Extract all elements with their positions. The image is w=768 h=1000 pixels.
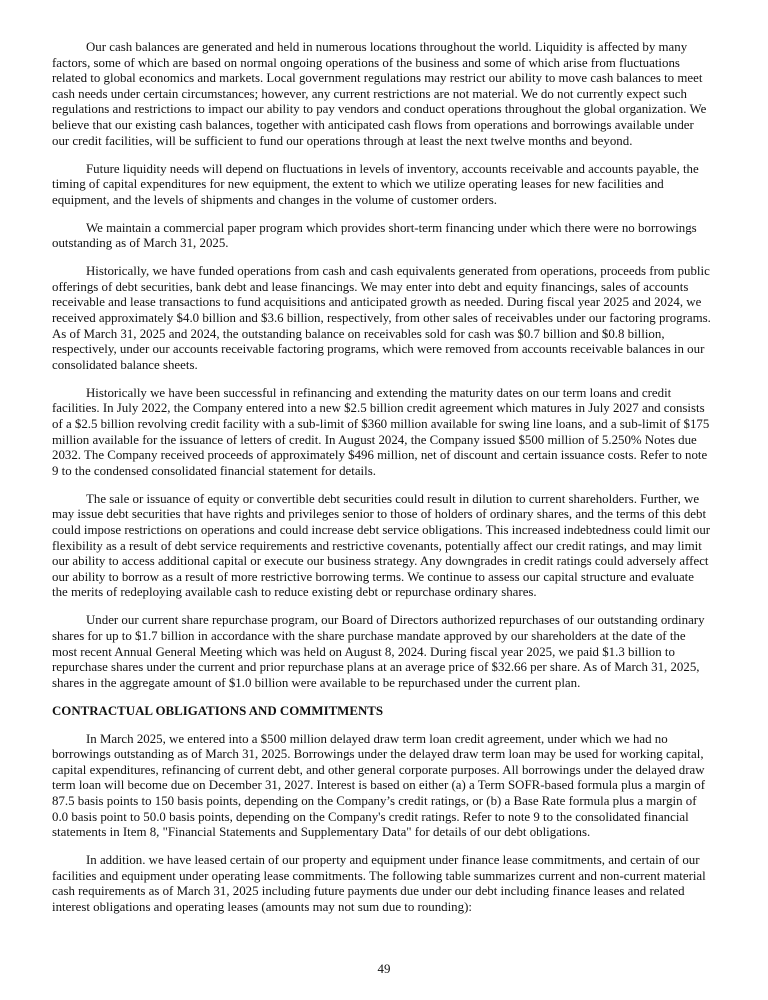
text-line: facilities and equipment under operating lease commitments. The following table summarizes current and non-current material — [52, 868, 706, 883]
text-line: could impose restrictions on operations and could increase debt service obligations. This increased indebtedness could limit our — [52, 522, 711, 537]
page-number: 49 — [377, 962, 391, 976]
text-line: borrowings outstanding as of March 31, 2025. Borrowings under the delayed draw term loan may be used for working capital, — [52, 747, 704, 762]
text-line: Historically we have been successful in refinancing and extending the maturity dates on our term loans and credit — [86, 385, 672, 400]
text-line: In March 2025, we entered into a $500 million delayed draw term loan credit agreement, under which we had no — [86, 731, 668, 746]
paragraph — [52, 732, 722, 841]
text-line: capital expenditures, refinancing of current debt, and other general corporate purposes. All borrowings under the delayed draw — [52, 762, 705, 777]
text-line: Future liquidity needs will depend on fluctuations in levels of inventory, accounts receivable and accounts payable, the — [86, 161, 699, 176]
paragraph — [52, 613, 722, 691]
section-heading: CONTRACTUAL OBLIGATIONS AND COMMITMENTS — [52, 703, 384, 718]
text-line: interest obligations and operating leases (amounts may not sum due to rounding): — [52, 900, 472, 915]
paragraph — [52, 264, 722, 373]
text-line: our credit facilities, will be sufficient to fund our operations through at least the next twelve months and beyond. — [52, 133, 633, 148]
paragraph — [52, 386, 722, 480]
text-line: our ability to access additional capital or execute our business strategy. Any downgrades in credit ratings could adversely affect — [52, 554, 709, 569]
text-line: 0.0 basis point to 50.0 basis points, depending on the Company's credit ratings. Refer to note 9 to the consolidated financial — [52, 809, 689, 824]
document-page — [52, 40, 722, 928]
text-line: timing of capital expenditures for new equipment, the extent to which we utilize operating leases for new facilities and — [52, 177, 664, 192]
text-line: term loan will become due on December 31, 2027. Interest is based on either (a) a Term SOFR-based formula plus a margin of — [52, 778, 705, 793]
text-line: 9 to the condensed consolidated financial statement for details. — [52, 463, 376, 478]
text-line: equipment, and the levels of shipments and changes in the volume of customer orders. — [52, 192, 497, 207]
text-line: The sale or issuance of equity or convertible debt securities could result in dilution to current shareholders. Further, we — [86, 491, 700, 506]
text-line: We maintain a commercial paper program which provides short-term financing under which there were no borrowings — [86, 220, 697, 235]
text-line: Under our current share repurchase program, our Board of Directors authorized repurchases of our outstanding ordinary — [86, 613, 705, 628]
text-line: 87.5 basis points to 150 basis points, depending on the Company’s credit ratings, or (b) a Base Rate formula plus a margin of — [52, 794, 697, 809]
text-line: shares in the aggregate amount of $1.0 billion were available to be repurchased under the current plan. — [52, 675, 581, 690]
liquidity-section — [52, 40, 722, 691]
text-line: cash requirements as of March 31, 2025 including future payments due under our debt including finance leases and related — [52, 884, 685, 899]
text-line: may issue debt securities that have rights and privileges senior to those of holders of ordinary shares, and the terms of this debt — [52, 507, 707, 522]
text-line: 2032. The Company received proceeds of approximately $496 million, net of discount and certain issuance costs. Refer to note — [52, 448, 708, 463]
text-line: regulations and restrictions to impact our ability to pay vendors and conduct operations throughout the global organization. We — [52, 102, 707, 117]
text-line: Our cash balances are generated and held in numerous locations throughout the world. Liquidity is affected by many — [86, 40, 688, 54]
text-line: receivable and lease transactions to fund acquisitions and anticipated growth as needed. During fiscal year 2025 and 2024, we — [52, 295, 702, 310]
paragraph — [52, 162, 722, 209]
paragraph — [52, 492, 722, 601]
paragraph — [52, 221, 722, 252]
text-line: statements in Item 8, "Financial Statements and Supplementary Data" for details of our debt obligations. — [52, 825, 591, 840]
text-line: of a $2.5 billion revolving credit facility with a sub-limit of $360 million available for swing line loans, and a sub-limit of $175 — [52, 417, 710, 432]
text-line: flexibility as a result of debt service requirements and restrictive covenants, potentially affect our credit ratings, and may limit — [52, 538, 702, 553]
text-line: shares for up to $1.7 billion in accordance with the share purchase mandate approved by our shareholders at the date of the — [52, 628, 686, 643]
text-line: related to global economics and markets. Local government regulations may restrict our ability to move cash balances to meet — [52, 71, 703, 86]
text-line: outstanding as of March 31, 2025. — [52, 236, 229, 251]
text-line: facilities. In July 2022, the Company entered into a new $2.5 billion credit agreement which matures in July 2027 and consists — [52, 401, 705, 416]
text-line: most recent Annual General Meeting which was held on August 8, 2024. During fiscal year 2025, we paid $1.3 billion to — [52, 644, 675, 659]
text-line: our ability to borrow as a result of more restrictive borrowing terms. We continue to assess our capital structure and evaluate — [52, 569, 694, 584]
text-line: consolidated balance sheets. — [52, 357, 198, 372]
contractual-obligations-section — [52, 732, 722, 916]
text-line: received approximately $4.0 billion and $3.6 billion, respectively, from other sales of receivables under our factoring programs. — [52, 311, 711, 326]
text-line: million available for the issuance of letters of credit. In August 2024, the Company issued $500 million of 5.250% Notes due — [52, 432, 697, 447]
text-line: Historically, we have funded operations from cash and cash equivalents generated from operations, proceeds from public — [86, 264, 710, 279]
text-line: the merits of redeploying available cash to reduce existing debt or repurchase ordinary shares. — [52, 585, 537, 600]
text-line: offerings of debt securities, bank debt and lease financings. We may enter into debt and equity financings, sales of accounts — [52, 279, 689, 294]
text-line: repurchase shares under the current and prior repurchase plans at an average price of $32.66 per share. As of March 31, 2025, — [52, 660, 700, 675]
paragraph — [52, 40, 722, 149]
text-line: cash needs under certain circumstances; however, any current restrictions are not material. We do not currently expect such — [52, 86, 687, 101]
text-line: factors, some of which are based on normal ongoing operations of the business and some of which arise from fluctuations — [52, 55, 680, 70]
text-line: In addition. we have leased certain of our property and equipment under finance lease commitments, and certain of our — [86, 853, 700, 868]
text-line: believe that our existing cash balances, together with anticipated cash flows from operations and borrowings available under — [52, 117, 694, 132]
paragraph — [52, 853, 722, 915]
text-line: respectively, under our accounts receivable factoring programs, which were removed from accounts receivable balances in our — [52, 342, 705, 357]
text-line: As of March 31, 2025 and 2024, the outstanding balance on receivables sold for cash was $0.7 billion and $0.8 billion, — [52, 326, 665, 341]
